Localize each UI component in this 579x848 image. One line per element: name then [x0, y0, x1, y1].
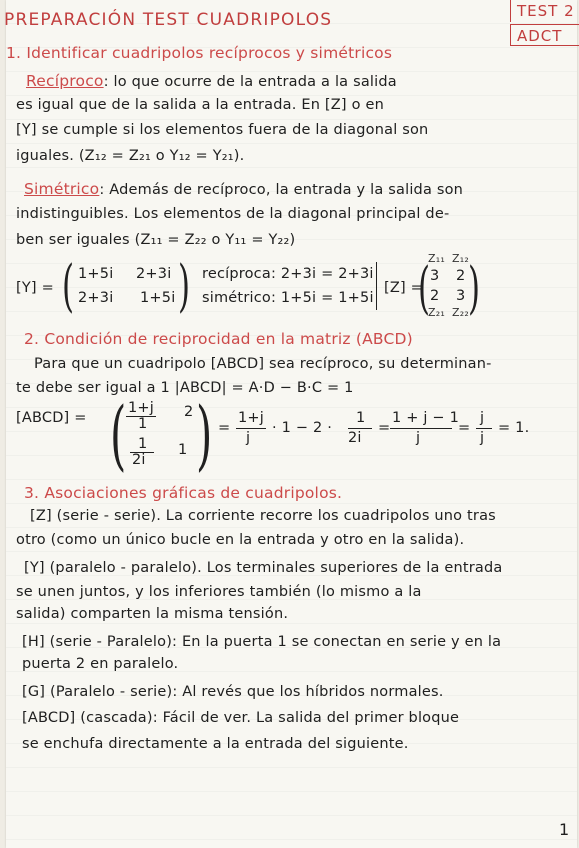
reciproco-line-2: es igual que de la salida a la entrada. En [Z] o en — [16, 97, 384, 113]
reciproco-term: Recíproco — [26, 72, 104, 90]
term-5-denominator: j — [480, 430, 485, 446]
assoc-z-line-1: [Z] (serie - serie). La corriente recorre los cuadripolos uno tras — [30, 508, 496, 524]
abcd-a-numerator: 1+j — [128, 400, 155, 416]
abcd-b: 2 — [184, 404, 194, 420]
section-2-line-1: Para que un cuadripolo [ABCD] sea recíproco, su determinan- — [34, 356, 492, 372]
term-1-numerator: 1+j — [238, 410, 265, 426]
term-2: · 1 − 2 · — [272, 420, 333, 436]
z-index-bottom-left: Z₂₁ — [428, 306, 445, 319]
z-index-top-right: Z₁₂ — [452, 252, 469, 265]
result: = 1. — [498, 420, 530, 436]
y-matrix-left-paren: ( — [62, 254, 75, 319]
assoc-abcd-line-1: [ABCD] (cascada): Fácil de ver. La salida del primer bloque — [22, 710, 460, 726]
abcd-matrix-label: [ABCD] = — [16, 410, 87, 426]
z-cell-22: 3 — [456, 288, 466, 304]
term-1-denominator: j — [246, 430, 251, 446]
z-cell-21: 2 — [430, 288, 440, 304]
simetrico-term: Simétrico — [24, 180, 100, 198]
abcd-c-numerator: 1 — [138, 436, 148, 452]
subject-tag: ADCT — [510, 24, 579, 46]
term-4-bar — [390, 428, 452, 429]
y-cell-21: 2+3i — [78, 290, 114, 306]
assoc-g-line-1: [G] (Paralelo - serie): Al revés que los híbridos normales. — [22, 684, 444, 700]
divider-bar — [376, 262, 377, 310]
assoc-z-line-2: otro (como un único bucle en la entrada y otro en la salida). — [16, 532, 465, 548]
reciproco-line-1: Recíproco: lo que ocurre de la entrada a la salida — [26, 72, 397, 90]
reciproco-line-3: [Y] se cumple si los elementos fuera de la diagonal son — [16, 122, 429, 138]
term-5-bar — [476, 428, 492, 429]
term-3-numerator: 1 — [356, 410, 366, 426]
simetrico-check: simétrico: 1+5i = 1+5i — [202, 290, 374, 306]
test-tag: TEST 2 — [510, 0, 579, 22]
z-matrix-label: [Z] = — [384, 280, 424, 296]
reciproca-check: recíproca: 2+3i = 2+3i — [202, 266, 374, 282]
z-matrix-right-paren: ) — [468, 256, 481, 321]
term-1-bar — [236, 428, 266, 429]
term-3-bar — [348, 428, 372, 429]
page-title: PREPARACIÓN TEST CUADRIPOLOS — [4, 10, 333, 30]
y-cell-11: 1+5i — [78, 266, 114, 282]
assoc-abcd-line-2: se enchufa directamente a la entrada del siguiente. — [22, 736, 409, 752]
y-cell-22: 1+5i — [140, 290, 176, 306]
notebook-page — [6, 0, 577, 848]
term-4-denominator: j — [416, 430, 421, 446]
y-matrix-right-paren: ) — [178, 254, 191, 319]
equals-sign-2: = — [378, 420, 391, 436]
y-cell-12: 2+3i — [136, 266, 172, 282]
assoc-h-line-1: [H] (serie - Paralelo): En la puerta 1 se conectan en serie y en la — [22, 634, 502, 650]
assoc-y-line-3: salida) comparten la misma tensión. — [16, 606, 289, 622]
assoc-h-line-2: puerta 2 en paralelo. — [22, 656, 179, 672]
equals-sign-3: = — [458, 420, 471, 436]
page-number: 1 — [559, 820, 570, 839]
section-2-line-2: te debe ser igual a 1 |ABCD| = A·D − B·C = 1 — [16, 380, 354, 396]
z-index-bottom-right: Z₂₂ — [452, 306, 469, 319]
equals-sign-1: = — [218, 420, 231, 436]
term-3-denominator: 2i — [348, 430, 362, 446]
z-cell-11: 3 — [430, 268, 440, 284]
z-index-top-left: Z₁₁ — [428, 252, 445, 265]
term-4-numerator: 1 + j − 1 — [392, 410, 460, 426]
section-3-heading: 3. Asociaciones gráficas de cuadripolos. — [24, 484, 343, 502]
simetrico-line-3: ben ser iguales (Z₁₁ = Z₂₂ o Y₁₁ = Y₂₂) — [16, 232, 296, 248]
simetrico-line-2: indistinguibles. Los elementos de la diagonal principal de- — [16, 206, 450, 222]
assoc-y-line-2: se unen juntos, y los inferiores también (lo mismo a la — [16, 584, 422, 600]
section-1-heading: 1. Identificar cuadripolos recíprocos y simétricos — [6, 44, 393, 62]
abcd-c-denominator: 2i — [132, 452, 146, 468]
y-matrix-label: [Y] = — [16, 280, 54, 296]
abcd-a-denominator: 1 — [138, 416, 148, 432]
abcd-right-paren: ) — [196, 390, 213, 479]
section-2-heading: 2. Condición de reciprocidad en la matriz (ABCD) — [24, 330, 413, 348]
abcd-left-paren: ( — [110, 390, 127, 479]
z-matrix-left-paren: ( — [418, 256, 431, 321]
abcd-d: 1 — [178, 442, 188, 458]
term-5-numerator: j — [480, 410, 485, 426]
reciproco-line-4: iguales. (Z₁₂ = Z₂₁ o Y₁₂ = Y₂₁). — [16, 148, 245, 164]
assoc-y-line-1: [Y] (paralelo - paralelo). Los terminales superiores de la entrada — [24, 560, 503, 576]
z-cell-12: 2 — [456, 268, 466, 284]
simetrico-line-1: Simétrico: Además de recíproco, la entrada y la salida son — [24, 180, 464, 198]
